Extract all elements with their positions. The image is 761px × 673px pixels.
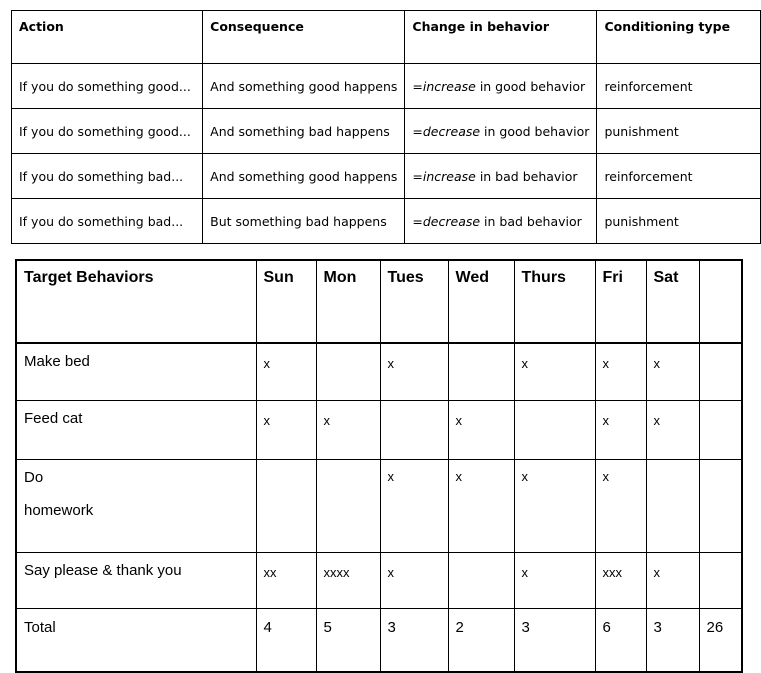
header-thurs: Thurs bbox=[514, 260, 595, 343]
change-prefix: = bbox=[412, 213, 423, 229]
table-row bbox=[16, 553, 742, 609]
change-cell bbox=[405, 199, 597, 244]
total-thurs: 3 bbox=[514, 609, 595, 673]
day-cell: x bbox=[514, 343, 595, 401]
conditioning-header-row bbox=[12, 11, 761, 64]
total-label: Total bbox=[16, 609, 256, 673]
total-sun: 4 bbox=[256, 609, 316, 673]
row-total-cell bbox=[699, 460, 742, 553]
behavior-label: Make bed bbox=[16, 343, 256, 401]
change-rest: in good behavior bbox=[480, 123, 590, 139]
behavior-label bbox=[16, 460, 256, 553]
change-prefix: = bbox=[412, 78, 423, 94]
day-cell: x bbox=[514, 553, 595, 609]
consequence-cell: But something bad happens bbox=[203, 199, 405, 244]
change-rest: in good behavior bbox=[475, 78, 586, 94]
day-cell: x bbox=[646, 401, 699, 460]
change-cell bbox=[405, 109, 597, 154]
header-action: Action bbox=[12, 11, 203, 64]
day-cell: x bbox=[448, 460, 514, 553]
table-row bbox=[16, 460, 742, 553]
header-sat: Sat bbox=[646, 260, 699, 343]
change-rest: in bad behavior bbox=[480, 213, 582, 229]
behavior-label-line2: homework bbox=[24, 502, 94, 519]
header-consequence: Consequence bbox=[203, 11, 405, 64]
action-cell: If you do something good... bbox=[12, 109, 203, 154]
total-mon: 5 bbox=[316, 609, 380, 673]
day-cell: xx bbox=[256, 553, 316, 609]
action-cell: If you do something bad... bbox=[12, 154, 203, 199]
type-cell: reinforcement bbox=[597, 64, 761, 109]
change-cell bbox=[405, 154, 597, 199]
change-verb: increase bbox=[422, 78, 476, 94]
table-row bbox=[12, 64, 761, 109]
day-cell: x bbox=[646, 553, 699, 609]
day-cell: x bbox=[646, 343, 699, 401]
behavior-chart-table bbox=[15, 259, 743, 673]
header-total-column bbox=[699, 260, 742, 343]
table-row bbox=[12, 154, 761, 199]
behavior-label: Feed cat bbox=[16, 401, 256, 460]
row-total-cell bbox=[699, 553, 742, 609]
behavior-label-line1: Do bbox=[24, 469, 44, 486]
day-cell: x bbox=[256, 343, 316, 401]
change-verb: increase bbox=[422, 168, 476, 184]
day-cell bbox=[316, 460, 380, 553]
header-change: Change in behavior bbox=[405, 11, 597, 64]
change-cell bbox=[405, 64, 597, 109]
header-wed: Wed bbox=[448, 260, 514, 343]
day-cell: xxxx bbox=[316, 553, 380, 609]
consequence-cell: And something good happens bbox=[203, 154, 405, 199]
total-fri: 6 bbox=[595, 609, 646, 673]
day-cell: x bbox=[448, 401, 514, 460]
day-cell: x bbox=[380, 460, 448, 553]
day-cell bbox=[256, 460, 316, 553]
change-rest: in bad behavior bbox=[475, 168, 578, 184]
day-cell: x bbox=[316, 401, 380, 460]
behavior-label: Say please & thank you bbox=[16, 553, 256, 609]
day-cell bbox=[448, 343, 514, 401]
total-tues: 3 bbox=[380, 609, 448, 673]
change-prefix: = bbox=[412, 123, 423, 139]
type-cell: punishment bbox=[597, 199, 761, 244]
day-cell: xxx bbox=[595, 553, 646, 609]
total-row bbox=[16, 609, 742, 673]
header-fri: Fri bbox=[595, 260, 646, 343]
table-row bbox=[12, 109, 761, 154]
day-cell bbox=[448, 553, 514, 609]
change-prefix: = bbox=[412, 168, 423, 184]
table-row bbox=[16, 343, 742, 401]
day-cell: x bbox=[256, 401, 316, 460]
day-cell bbox=[646, 460, 699, 553]
action-cell: If you do something bad... bbox=[12, 199, 203, 244]
consequence-cell: And something good happens bbox=[203, 64, 405, 109]
row-total-cell bbox=[699, 401, 742, 460]
day-cell bbox=[380, 401, 448, 460]
header-sun: Sun bbox=[256, 260, 316, 343]
type-cell: punishment bbox=[597, 109, 761, 154]
day-cell: x bbox=[595, 343, 646, 401]
header-type: Conditioning type bbox=[597, 11, 761, 64]
table-row bbox=[16, 401, 742, 460]
change-verb: decrease bbox=[422, 213, 481, 229]
table-row bbox=[12, 199, 761, 244]
conditioning-table bbox=[11, 10, 761, 244]
day-cell bbox=[316, 343, 380, 401]
consequence-cell: And something bad happens bbox=[203, 109, 405, 154]
action-cell: If you do something good... bbox=[12, 64, 203, 109]
header-tues: Tues bbox=[380, 260, 448, 343]
day-cell: x bbox=[595, 460, 646, 553]
total-sat: 3 bbox=[646, 609, 699, 673]
total-wed: 2 bbox=[448, 609, 514, 673]
grand-total: 26 bbox=[699, 609, 742, 673]
type-cell: reinforcement bbox=[597, 154, 761, 199]
row-total-cell bbox=[699, 343, 742, 401]
day-cell bbox=[514, 401, 595, 460]
change-verb: decrease bbox=[422, 123, 481, 139]
header-mon: Mon bbox=[316, 260, 380, 343]
day-cell: x bbox=[380, 343, 448, 401]
day-cell: x bbox=[380, 553, 448, 609]
behavior-header-row bbox=[16, 260, 742, 343]
header-target-behaviors: Target Behaviors bbox=[16, 260, 256, 343]
day-cell: x bbox=[595, 401, 646, 460]
day-cell: x bbox=[514, 460, 595, 553]
